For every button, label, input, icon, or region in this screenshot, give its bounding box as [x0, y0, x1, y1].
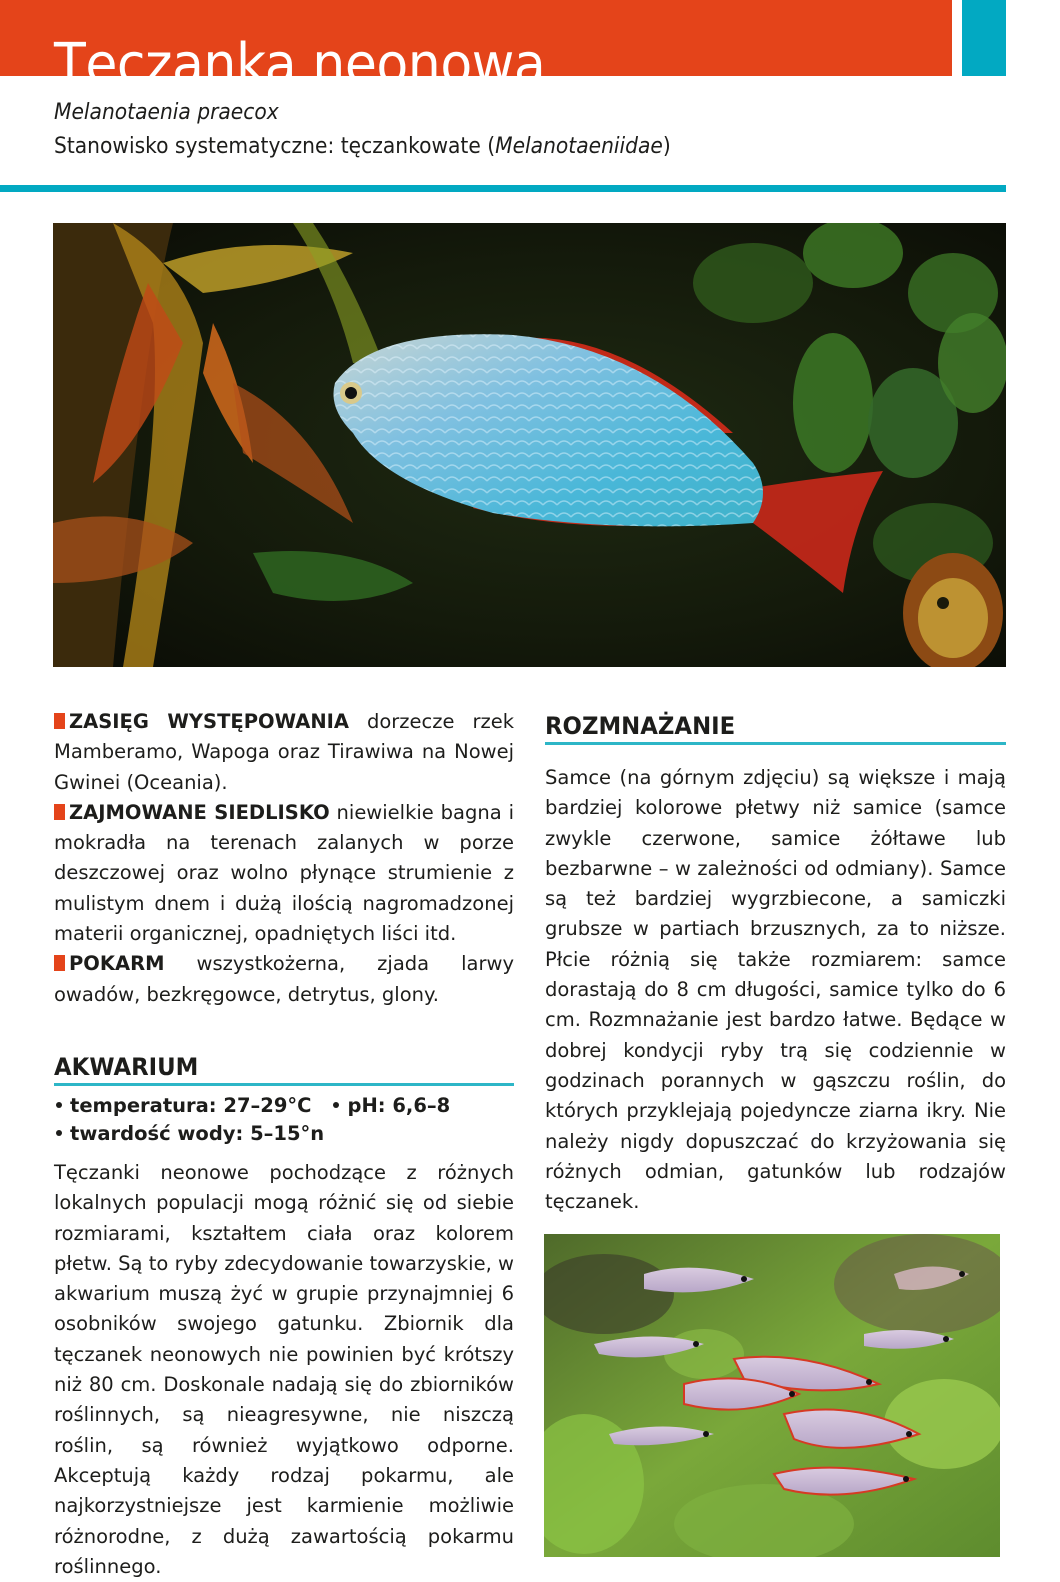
systematic-position [54, 134, 671, 159]
fact-text: dorzecze rzek Mamberamo, Wapoga oraz Tirawiwa na Nowej Gwinei (Oceania). [54, 710, 514, 794]
bullet-dot-icon [56, 1102, 62, 1108]
spec-hardness: twardość wody: 5–15°n [70, 1121, 325, 1145]
section-tab [962, 0, 1006, 76]
title-bar [0, 0, 952, 97]
fact-habitat [54, 798, 514, 949]
spec-temperature: temperatura: 27–29°C [70, 1093, 312, 1117]
school-photo-illustration [544, 1234, 1000, 1557]
section-rule [54, 1083, 514, 1086]
fact-text: niewielkie bagna i mokradła na terenach zalanych w porze deszczowej oraz wolno płynące strumienie z mulistym dnem i dużą ilością nagromadzonej materii organicznej, opadniętych liści itd. [54, 800, 514, 946]
bullet-square-icon [54, 955, 65, 971]
bullet-square-icon [54, 804, 65, 820]
fact-label: ZASIĘG WYSTĘPOWANIA [69, 710, 349, 733]
bullet-dot-icon [333, 1102, 339, 1108]
section-heading-breeding: ROZMNAŻANIE [545, 712, 736, 740]
family-name: Melanotaeniidae [495, 134, 663, 159]
section-heading-aquarium: AKWARIUM [54, 1052, 199, 1081]
left-column [54, 707, 514, 1582]
latin-name: Melanotaenia praecox [54, 100, 279, 125]
fish-photo-illustration [53, 223, 1006, 667]
fact-label: ZAJMOWANE SIEDLISKO [69, 800, 330, 824]
aquarium-body-text: Tęczanki neonowe pochodzące z różnych lokalnych populacji mogą różnić się od siebie rozmiarami, kształtem ciała oraz kolorem płetw. Są to ryby zdecydowanie towarzyskie, w akwarium muszą żyć w grupie przynajmniej 6 osobników swojego gatunku. Zbiornik dla tęczanek neonowych nie powinien być krótszy niż 80 cm. Doskonale nadają się do zbiorników roślinnych, są nieagresywne, nie niszczą roślin, są również wyjątkowo odporne. Akceptują każdy rodzaj pokarmu, ale najkorzystniejsze jest karmienie możliwie różnorodne, z dużą zawartością pokarmu roślinnego. [54, 1160, 514, 1578]
systematic-label: Stanowisko systematyczne: tęczankowate ( [54, 134, 496, 159]
page-title: Tęczanka neonowa [54, 31, 546, 97]
systematic-close: ) [662, 134, 671, 159]
bullet-square-icon [54, 713, 65, 729]
breeding-body-text: Samce (na górnym zdjęciu) są większe i mają bardziej kolorowe płetwy niż samice (samce zwykle czerwone, samice żółtawe lub bezbarwne – w zależności od odmiany). Samce są też bardziej wygrzbiecone, a samiczki grubsze w partiach brzusznych, za to niższe. Płcie różnią się także rozmiarem: samce dorastają do 8 cm długości, samice tylko do 6 cm. Rozmnażanie jest bardzo łatwe. Będące w dobrej kondycji ryby trą się codziennie w godzinach porannych w gąszczu roślin, do których przyklejają pojedyncze ziarna ikry. Nie należy nigdy dopuszczać do krzyżowania się różnych odmian, gatunków lub rodzajów tęczanek. [545, 766, 1006, 1214]
right-column [545, 707, 1006, 1217]
aquarium-specs [54, 1092, 514, 1148]
bullet-dot-icon [56, 1130, 62, 1136]
fact-food [54, 949, 514, 1010]
main-fish-photo [53, 223, 1006, 667]
section-rule [545, 742, 1006, 745]
fact-text: wszystkożerna, zjada larwy owadów, bezkręgowce, detrytus, glony. [54, 952, 514, 1006]
fact-label: POKARM [69, 952, 165, 976]
fact-range [54, 707, 514, 798]
school-photo [544, 1234, 1000, 1557]
header-divider [0, 185, 1006, 192]
spec-ph: pH: 6,6–8 [347, 1093, 451, 1117]
